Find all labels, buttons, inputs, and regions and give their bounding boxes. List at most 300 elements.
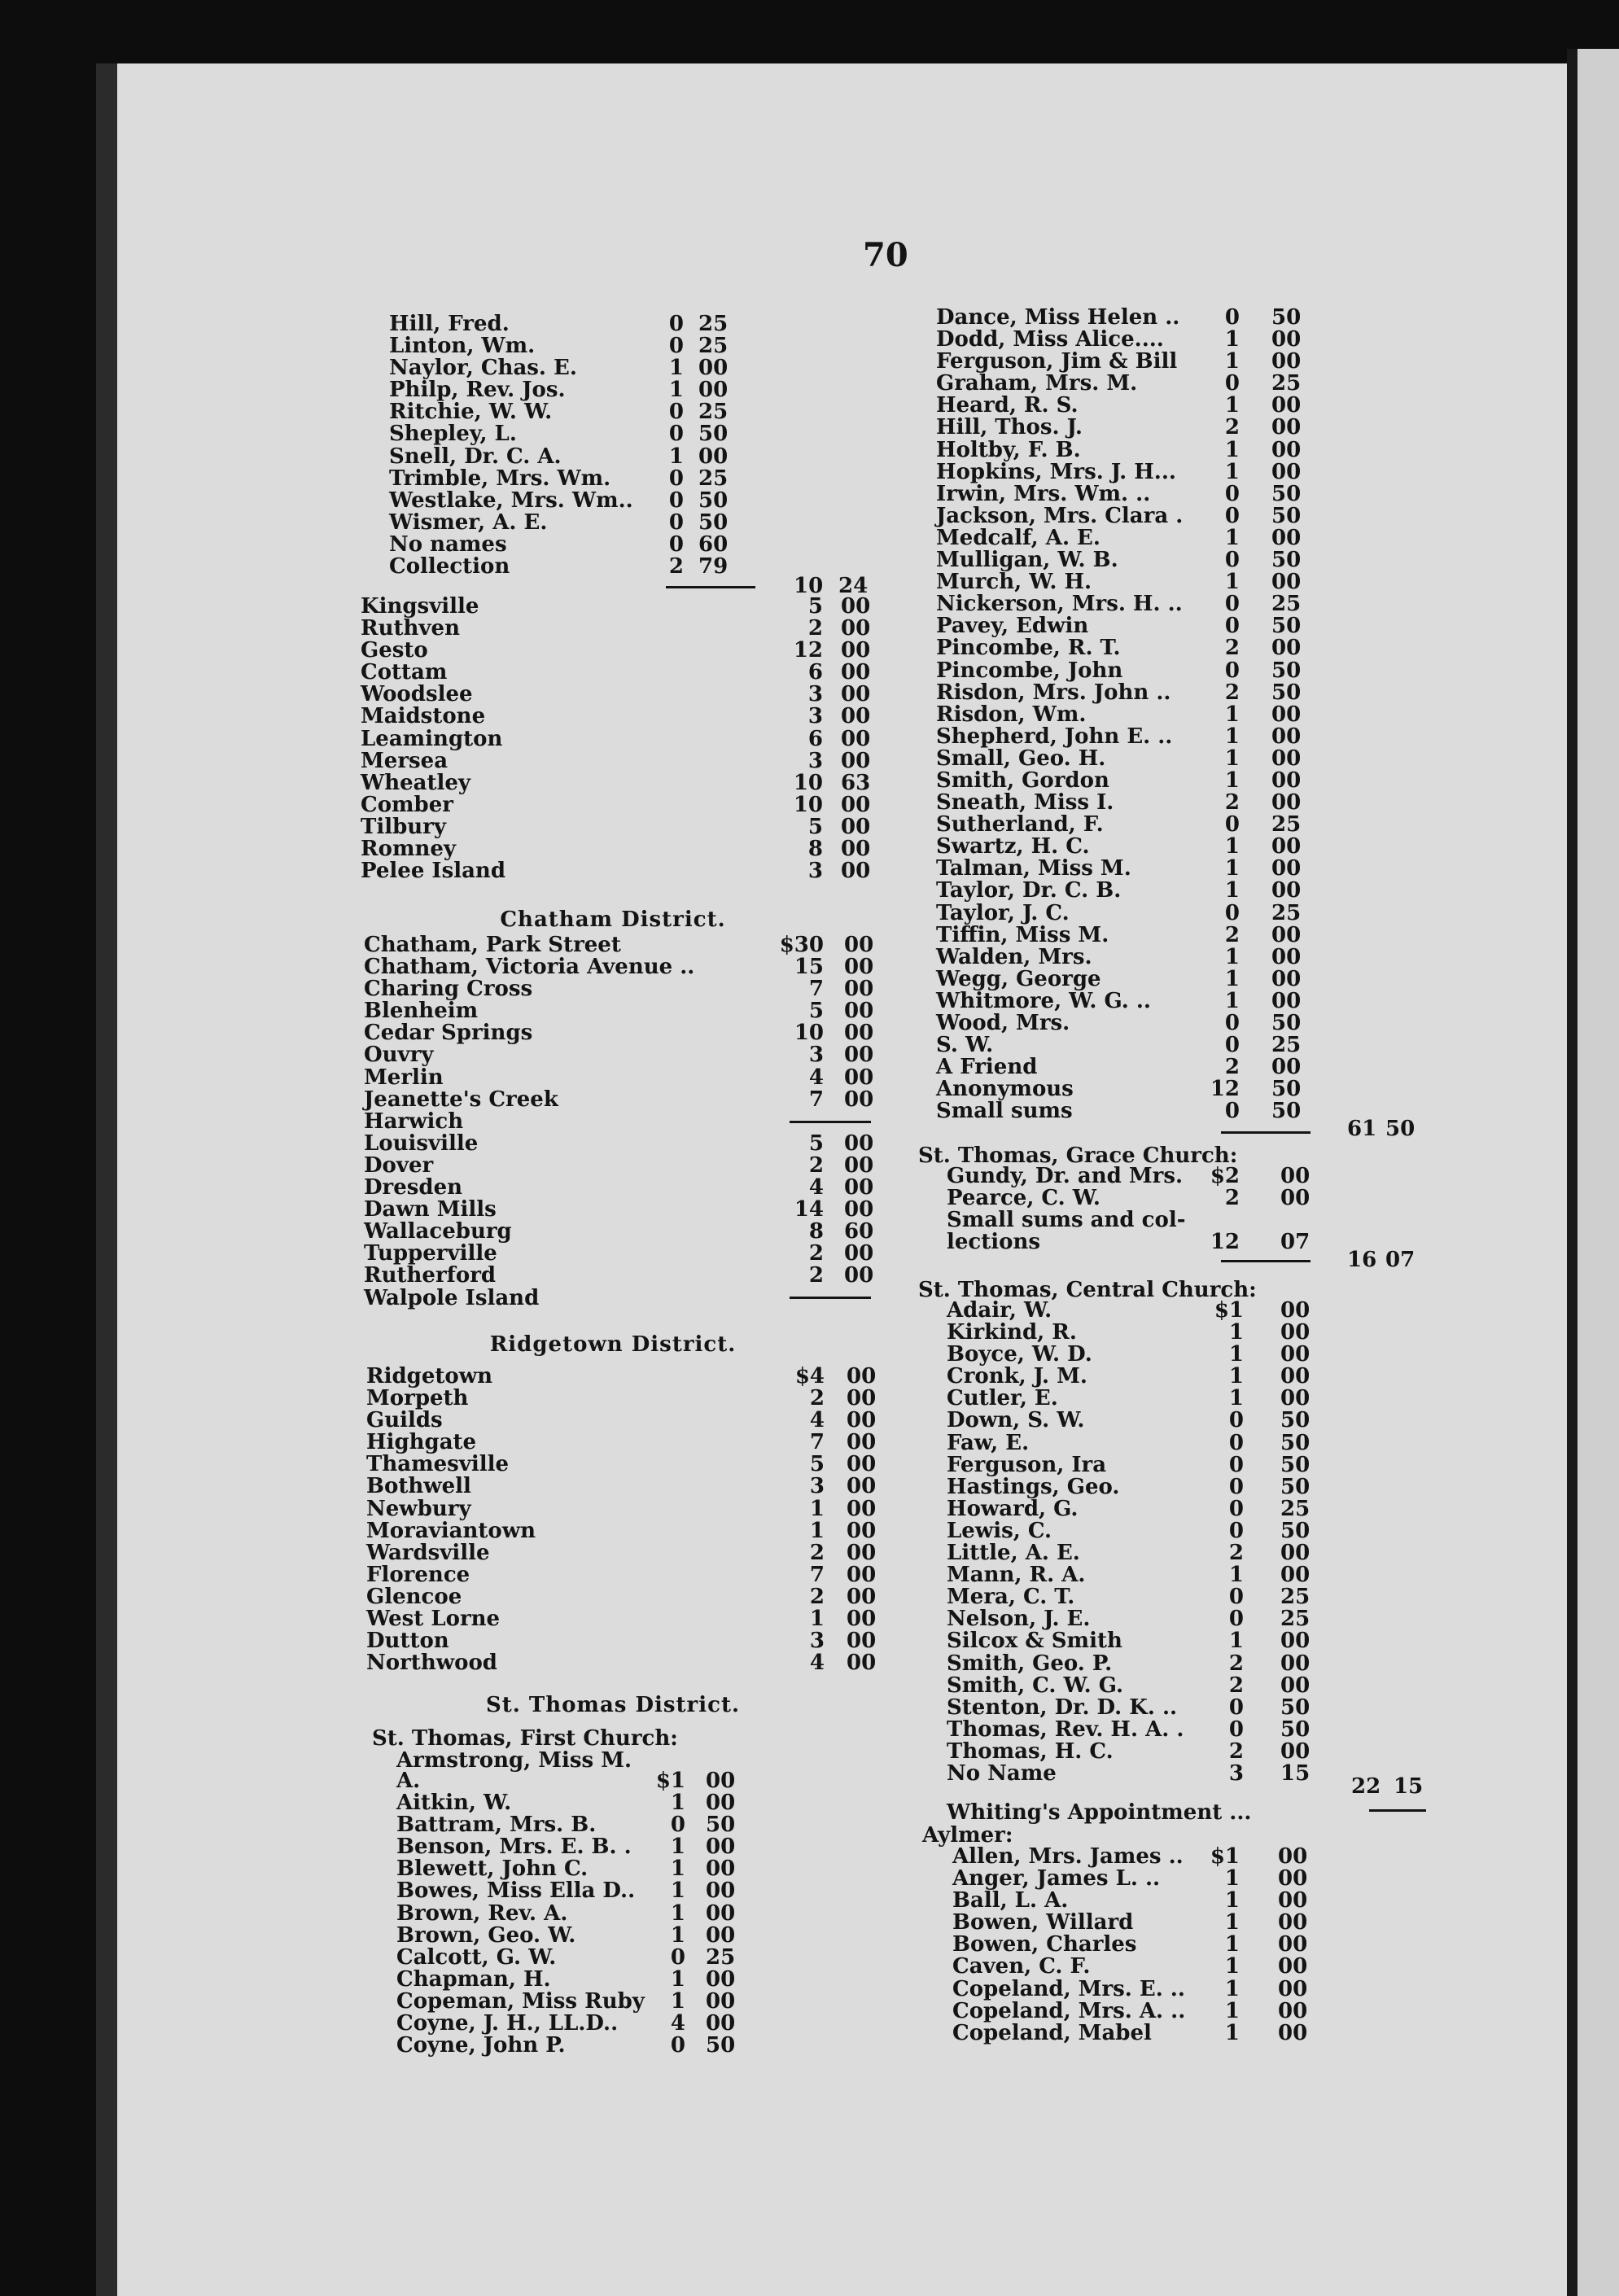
amount-cents: 50	[1271, 1011, 1302, 1035]
amount-cents: 00	[1278, 1888, 1308, 1913]
list-item	[366, 1410, 887, 1432]
amount-cents: 00	[1280, 1629, 1311, 1654]
contributor-name: Taylor, Dr. C. B.	[936, 878, 1122, 903]
list-item	[361, 618, 882, 640]
amount-dollars: 0	[1228, 1474, 1244, 1499]
amount-cents: 00	[1271, 437, 1302, 462]
contributor-name: Down, S. W.	[947, 1408, 1085, 1433]
amount-dollars: 1	[1224, 525, 1240, 550]
list-item	[936, 966, 1311, 991]
amount-cents: 00	[1280, 1541, 1311, 1566]
list-item	[361, 772, 882, 794]
amount-cents: 00	[844, 1241, 874, 1266]
amount-dollars: 0	[1228, 1408, 1244, 1433]
amount-dollars: $1	[1214, 1298, 1244, 1323]
list-item	[936, 593, 1311, 615]
contributor-name: Boyce, W. D.	[947, 1342, 1092, 1367]
grace-total-cents: 07	[1385, 1248, 1416, 1272]
contributor-name: Blenheim	[364, 999, 479, 1024]
list-item	[936, 814, 1311, 836]
amount-dollars: 0	[1224, 900, 1240, 925]
contributor-name: Woodslee	[361, 682, 473, 707]
list-item	[936, 988, 1311, 1013]
list-item	[947, 1432, 1321, 1454]
chatham-rule	[790, 1121, 871, 1123]
contributor-name: Mersea	[361, 748, 449, 773]
contributor-name: Medcalf, A. E.	[936, 525, 1100, 550]
amount-cents: 50	[1271, 503, 1302, 528]
contributor-name: Risdon, Wm.	[936, 702, 1087, 727]
list-item	[366, 1498, 887, 1520]
amount-cents: 00	[1278, 1910, 1308, 1935]
list-item	[947, 1719, 1321, 1741]
grace-rule	[1221, 1260, 1311, 1262]
amount-cents: 00	[847, 1474, 877, 1499]
list-item	[947, 1187, 1321, 1209]
contributor-name: Copeman, Miss Ruby	[396, 1988, 645, 2014]
amount-dollars: 0	[1228, 1585, 1244, 1610]
contributor-name: Small sums and col-	[947, 1208, 1186, 1233]
list-item	[361, 838, 882, 860]
amount-cents: 25	[1280, 1607, 1311, 1632]
amount-cents: 25	[1271, 592, 1302, 617]
amount-cents: 25	[698, 466, 729, 491]
list-item	[366, 1542, 887, 1564]
contributor-name: Benson, Mrs. E. B. .	[396, 1835, 632, 1860]
amount-dollars: 2	[808, 1241, 824, 1266]
amount-dollars: 0	[668, 334, 684, 359]
amount-cents: 00	[847, 1430, 877, 1455]
contributor-name: Trimble, Mrs. Wm.	[389, 466, 611, 491]
amount-dollars: 1	[809, 1607, 825, 1632]
amount-cents: 00	[1271, 966, 1302, 991]
right-list1-rule	[1221, 1131, 1311, 1134]
list-item	[389, 531, 729, 557]
contributor-name: A Friend	[936, 1055, 1038, 1080]
amount-dollars: 0	[1224, 371, 1240, 396]
amount-cents: 60	[844, 1219, 874, 1244]
amount-dollars: 5	[808, 1131, 824, 1156]
amount-cents: 00	[1271, 327, 1302, 352]
amount-dollars: 2	[1228, 1651, 1244, 1676]
contributor-name: Mann, R. A.	[947, 1563, 1086, 1588]
contributor-name: Small, Geo. H.	[936, 746, 1106, 771]
amount-cents: 00	[841, 792, 871, 817]
list-item	[396, 1988, 771, 2014]
list-item	[366, 1476, 887, 1498]
list-item	[396, 2013, 771, 2035]
contributor-name: Chatham, Victoria Avenue ..	[364, 955, 695, 980]
contributor-name: Shepherd, John E. ..	[936, 724, 1173, 749]
amount-cents: 00	[698, 444, 729, 469]
contributor-name: Hastings, Geo.	[947, 1474, 1120, 1499]
amount-dollars: 1	[1224, 834, 1240, 859]
contributor-name: Louisville	[364, 1131, 479, 1156]
amount-dollars: 0	[670, 1813, 685, 1838]
amount-cents: 00	[698, 356, 729, 381]
amount-dollars: 1	[809, 1518, 825, 1543]
amount-cents: 00	[844, 1021, 874, 1046]
contributor-name: Aitkin, W.	[396, 1791, 512, 1816]
list-item	[396, 1770, 771, 1792]
amount-dollars: 4	[809, 1408, 825, 1433]
amount-dollars: 3	[807, 682, 823, 707]
contributor-name: Gesto	[361, 638, 428, 663]
contributor-name: Kirkind, R.	[947, 1320, 1077, 1345]
contributor-name: Morpeth	[366, 1386, 469, 1411]
amount-cents: 00	[841, 682, 871, 707]
list-item	[364, 1265, 885, 1287]
contributor-name: Bothwell	[366, 1474, 471, 1499]
amount-dollars: 0	[1224, 614, 1240, 639]
amount-cents: 00	[847, 1607, 877, 1632]
amount-dollars: 1	[1228, 1320, 1244, 1345]
amount-dollars: 0	[1224, 503, 1240, 528]
amount-dollars: 5	[807, 814, 823, 839]
next-page-edge	[1577, 49, 1619, 2296]
contributor-name: Comber	[361, 792, 453, 817]
amount-cents: 00	[844, 1131, 874, 1156]
amount-cents: 25	[1280, 1496, 1311, 1521]
contributor-name: Gundy, Dr. and Mrs.	[947, 1164, 1184, 1188]
contributor-name: Cronk, J. M.	[947, 1364, 1087, 1389]
list-item	[396, 1792, 771, 1814]
amount-dollars: 1	[1228, 1386, 1244, 1411]
amount-cents: 00	[1271, 988, 1302, 1013]
amount-dollars: 1	[1224, 1954, 1240, 1979]
list-item	[936, 858, 1311, 880]
list-item	[396, 1944, 771, 1970]
contributor-name: Thomas, H. C.	[947, 1738, 1114, 1764]
amount-cents: 25	[698, 400, 729, 425]
list-item	[366, 1520, 887, 1542]
amount-dollars: 0	[1228, 1717, 1244, 1742]
list-item	[366, 1652, 887, 1674]
contributor-name: Pincombe, R. T.	[936, 636, 1121, 661]
list-item	[952, 1934, 1327, 1956]
amount-dollars: 2	[1224, 415, 1240, 440]
contributor-name: Wegg, George	[936, 966, 1101, 991]
amount-dollars: 0	[1224, 1099, 1240, 1124]
right-contributors-list	[936, 307, 1311, 1122]
amount-cents: 50	[1271, 658, 1302, 683]
central-rule	[1369, 1809, 1426, 1812]
contributor-name: Coyne, J. H., LL.D..	[396, 2011, 619, 2036]
list-item	[947, 1542, 1321, 1564]
amount-cents: 00	[847, 1562, 877, 1587]
contributor-name: Anger, James L. ..	[952, 1866, 1161, 1891]
contributor-name: Copeland, Mrs. E. ..	[952, 1976, 1185, 2001]
amount-dollars: 0	[1224, 812, 1240, 837]
amount-cents: 50	[1280, 1452, 1311, 1477]
contributor-name: Chapman, H.	[396, 1966, 551, 1992]
list-item	[364, 1000, 885, 1022]
amount-dollars: 1	[1224, 1932, 1240, 1957]
list-item	[396, 1814, 771, 1836]
amount-dollars: 3	[809, 1629, 825, 1654]
contributor-name: Faw, E.	[947, 1430, 1030, 1455]
amount-dollars: 2	[1228, 1738, 1244, 1764]
amount-dollars: 0	[1228, 1496, 1244, 1521]
central-total-dollars: 22	[1351, 1774, 1381, 1799]
list-item	[947, 1675, 1321, 1697]
list-item	[947, 1608, 1321, 1630]
list-item	[364, 956, 885, 978]
amount-cents: 25	[1280, 1585, 1311, 1610]
amount-dollars: 2	[809, 1386, 825, 1411]
contributor-name: Pavey, Edwin	[936, 614, 1089, 639]
contributor-name: Pincombe, John	[936, 658, 1123, 683]
amount-dollars: 0	[668, 488, 684, 513]
contributor-name: Wardsville	[366, 1540, 490, 1565]
list-item	[936, 417, 1311, 439]
contributor-name: Thamesville	[366, 1452, 510, 1477]
amount-cents: 00	[1280, 1563, 1311, 1588]
amount-dollars: 4	[809, 1651, 825, 1676]
list-item	[936, 527, 1311, 549]
amount-dollars: 1	[668, 378, 684, 403]
contributor-name: Cutler, E.	[947, 1386, 1058, 1411]
list-item	[947, 1388, 1321, 1410]
list-item	[936, 836, 1311, 858]
amount-dollars: 10	[793, 792, 823, 817]
list-item	[389, 466, 729, 491]
amount-dollars: 10	[793, 770, 823, 795]
contributor-name: Dance, Miss Helen ..	[936, 305, 1180, 330]
contributor-name: Hill, Thos. J.	[936, 415, 1083, 440]
amount-dollars: 7	[808, 977, 824, 1002]
amount-cents: 00	[841, 594, 871, 619]
amount-dollars: $2	[1210, 1164, 1240, 1188]
contributor-name: Coyne, John P.	[396, 2033, 566, 2058]
amount-dollars: 12	[1210, 1230, 1240, 1255]
amount-cents: 00	[847, 1518, 877, 1543]
amount-dollars: 1	[1224, 2020, 1240, 2045]
contributor-name: Ball, L. A.	[952, 1888, 1069, 1913]
amount-dollars: 2	[809, 1584, 825, 1609]
list-item	[396, 1966, 771, 1992]
list-item	[936, 748, 1311, 770]
amount-cents: 00	[1278, 1998, 1308, 2023]
list-item	[366, 1432, 887, 1454]
amount-dollars: 2	[1224, 1186, 1240, 1211]
amount-dollars: 1	[670, 1791, 685, 1816]
contributor-name: Wismer, A. E.	[389, 509, 548, 535]
amount-cents: 00	[844, 1175, 874, 1200]
amount-dollars: 2	[1228, 1541, 1244, 1566]
amount-dollars: 2	[1224, 790, 1240, 816]
grace-church-list	[947, 1165, 1321, 1253]
amount-cents: 00	[1271, 702, 1302, 727]
list-item	[361, 816, 882, 838]
list-item	[936, 922, 1311, 947]
grace-total-dollars: 16	[1347, 1248, 1377, 1272]
amount-cents: 00	[706, 1791, 736, 1816]
amount-cents: 00	[844, 1263, 874, 1288]
left-list1-total-dollars: 10	[794, 574, 824, 598]
amount-cents: 00	[1271, 746, 1302, 771]
amount-cents: 00	[1278, 1976, 1308, 2001]
contributor-name: Ritchie, W. W.	[389, 400, 553, 425]
amount-dollars: 1	[670, 1922, 685, 1948]
amount-cents: 00	[706, 1856, 736, 1882]
amount-dollars: 4	[808, 1175, 824, 1200]
amount-dollars: 2	[1228, 1673, 1244, 1698]
contributor-name: Charing Cross	[364, 977, 533, 1002]
chatham-district-heading: Chatham District.	[500, 907, 726, 932]
amount-dollars: 2	[807, 616, 823, 641]
amount-cents: 00	[841, 859, 871, 884]
amount-cents: 00	[1271, 459, 1302, 484]
list-item	[396, 1880, 771, 1902]
contributor-name: Glencoe	[366, 1584, 462, 1609]
contributor-name: Graham, Mrs. M.	[936, 371, 1138, 396]
list-item	[366, 1564, 887, 1586]
amount-cents: 50	[1271, 481, 1302, 506]
amount-dollars: 0	[1228, 1452, 1244, 1477]
list-item	[947, 1760, 1321, 1786]
contributor-name: Small sums	[936, 1099, 1073, 1124]
amount-cents: 00	[847, 1452, 877, 1477]
amount-dollars: 0	[1224, 658, 1240, 683]
amount-cents: 00	[706, 1835, 736, 1860]
amount-dollars: 1	[670, 1835, 685, 1860]
amount-dollars: 1	[1224, 349, 1240, 374]
list-item	[366, 1608, 887, 1630]
list-item	[364, 1243, 885, 1265]
ridgetown-district-list	[366, 1366, 887, 1674]
st-thomas-district-heading: St. Thomas District.	[485, 1693, 741, 1717]
amount-cents: 00	[841, 638, 871, 663]
amount-cents: 00	[844, 1197, 874, 1222]
amount-cents: 00	[844, 1043, 874, 1068]
contributor-name: Murch, W. H.	[936, 570, 1092, 595]
list-item	[361, 794, 882, 816]
contributor-name: Dodd, Miss Alice....	[936, 327, 1164, 352]
ridgetown-district-heading: Ridgetown District.	[489, 1332, 737, 1357]
list-item	[947, 1738, 1321, 1764]
list-item	[947, 1630, 1321, 1652]
amount-dollars: $1	[1210, 1844, 1240, 1869]
amount-dollars: 1	[668, 356, 684, 381]
amount-dollars: 1	[1224, 878, 1240, 903]
amount-dollars: 1	[1224, 393, 1240, 418]
contributor-name: Allen, Mrs. James ..	[952, 1844, 1184, 1869]
list-item	[361, 728, 882, 750]
amount-dollars: 1	[668, 444, 684, 469]
amount-cents: 00	[847, 1386, 877, 1411]
amount-cents: 00	[1271, 724, 1302, 749]
list-item	[364, 1177, 885, 1199]
page-number: 70	[863, 236, 908, 274]
list-item	[947, 1209, 1321, 1231]
amount-dollars: 0	[1228, 1695, 1244, 1720]
amount-cents: 50	[706, 2033, 736, 2058]
amount-dollars: 1	[670, 1878, 685, 1904]
contributor-name: Philp, Rev. Jos.	[389, 378, 566, 403]
contributor-name: Cottam	[361, 660, 448, 685]
amount-cents: 25	[698, 334, 729, 359]
list-item	[389, 509, 729, 535]
amount-cents: 00	[1280, 1342, 1311, 1367]
amount-dollars: 3	[809, 1474, 825, 1499]
amount-dollars: 0	[1224, 305, 1240, 330]
list-item	[389, 356, 729, 381]
amount-cents: 00	[1271, 768, 1302, 793]
list-item	[389, 554, 729, 579]
list-item	[947, 1231, 1321, 1253]
contributor-name: Tilbury	[361, 814, 446, 839]
amount-dollars: 0	[1228, 1607, 1244, 1632]
contributor-name: Westlake, Mrs. Wm..	[389, 488, 633, 513]
amount-cents: 50	[1271, 680, 1302, 705]
amount-dollars: 0	[1228, 1518, 1244, 1543]
contributor-name: Smith, C. W. G.	[947, 1673, 1124, 1698]
contributor-name: Ferguson, Ira	[947, 1452, 1107, 1477]
whitings-appointment-heading: Whiting's Appointment ...	[947, 1800, 1252, 1825]
amount-cents: 00	[1271, 570, 1302, 595]
list-item	[364, 1133, 885, 1155]
contributor-name: Guilds	[366, 1408, 443, 1433]
contributor-name: Calcott, G. W.	[396, 1944, 557, 1970]
contributor-name: Maidstone	[361, 704, 486, 729]
contributor-name: Dawn Mills	[364, 1197, 497, 1222]
amount-cents: 00	[698, 378, 729, 403]
amount-dollars: 0	[1224, 592, 1240, 617]
amount-dollars: 1	[1224, 459, 1240, 484]
contributor-name: Little, A. E.	[947, 1541, 1080, 1566]
amount-dollars: 1	[1224, 327, 1240, 352]
list-item	[947, 1564, 1321, 1586]
aylmer-heading: Aylmer:	[922, 1823, 1013, 1848]
contributor-name: Copeland, Mrs. A. ..	[952, 1998, 1186, 2023]
amount-cents: 25	[1271, 1033, 1302, 1058]
contributor-name: Sneath, Miss I.	[936, 790, 1114, 816]
amount-cents: 25	[1271, 371, 1302, 396]
amount-cents: 00	[841, 660, 871, 685]
contributor-name: Tiffin, Miss M.	[936, 922, 1109, 947]
contributor-name: Wallaceburg	[364, 1219, 512, 1244]
amount-dollars: 3	[807, 859, 823, 884]
contributor-name: West Lorne	[366, 1607, 501, 1632]
list-item	[389, 334, 729, 359]
list-item	[364, 1067, 885, 1089]
amount-dollars: 2	[1224, 922, 1240, 947]
list-item	[361, 596, 882, 618]
amount-cents: 00	[706, 1900, 736, 1926]
contributor-name: Howard, G.	[947, 1496, 1079, 1521]
contributor-name: Shepley, L.	[389, 422, 517, 447]
contributor-name: Copeland, Mabel	[952, 2020, 1152, 2045]
contributor-name: Ouvry	[364, 1043, 434, 1068]
contributor-name: Snell, Dr. C. A.	[389, 444, 562, 469]
amount-cents: 00	[1271, 415, 1302, 440]
contributor-name: lections	[947, 1230, 1041, 1255]
list-item	[364, 1089, 885, 1111]
amount-dollars: 1	[1228, 1342, 1244, 1367]
amount-cents: 00	[706, 1769, 736, 1793]
list-item	[952, 1912, 1327, 1934]
amount-cents: 07	[1280, 1230, 1311, 1255]
list-item	[947, 1165, 1321, 1187]
amount-cents: 00	[841, 814, 871, 839]
amount-cents: 00	[1280, 1164, 1311, 1188]
list-item	[361, 750, 882, 772]
list-item	[364, 934, 885, 956]
contributor-name: Linton, Wm.	[389, 334, 536, 359]
amount-dollars: 1	[1224, 437, 1240, 462]
list-item	[947, 1520, 1321, 1542]
